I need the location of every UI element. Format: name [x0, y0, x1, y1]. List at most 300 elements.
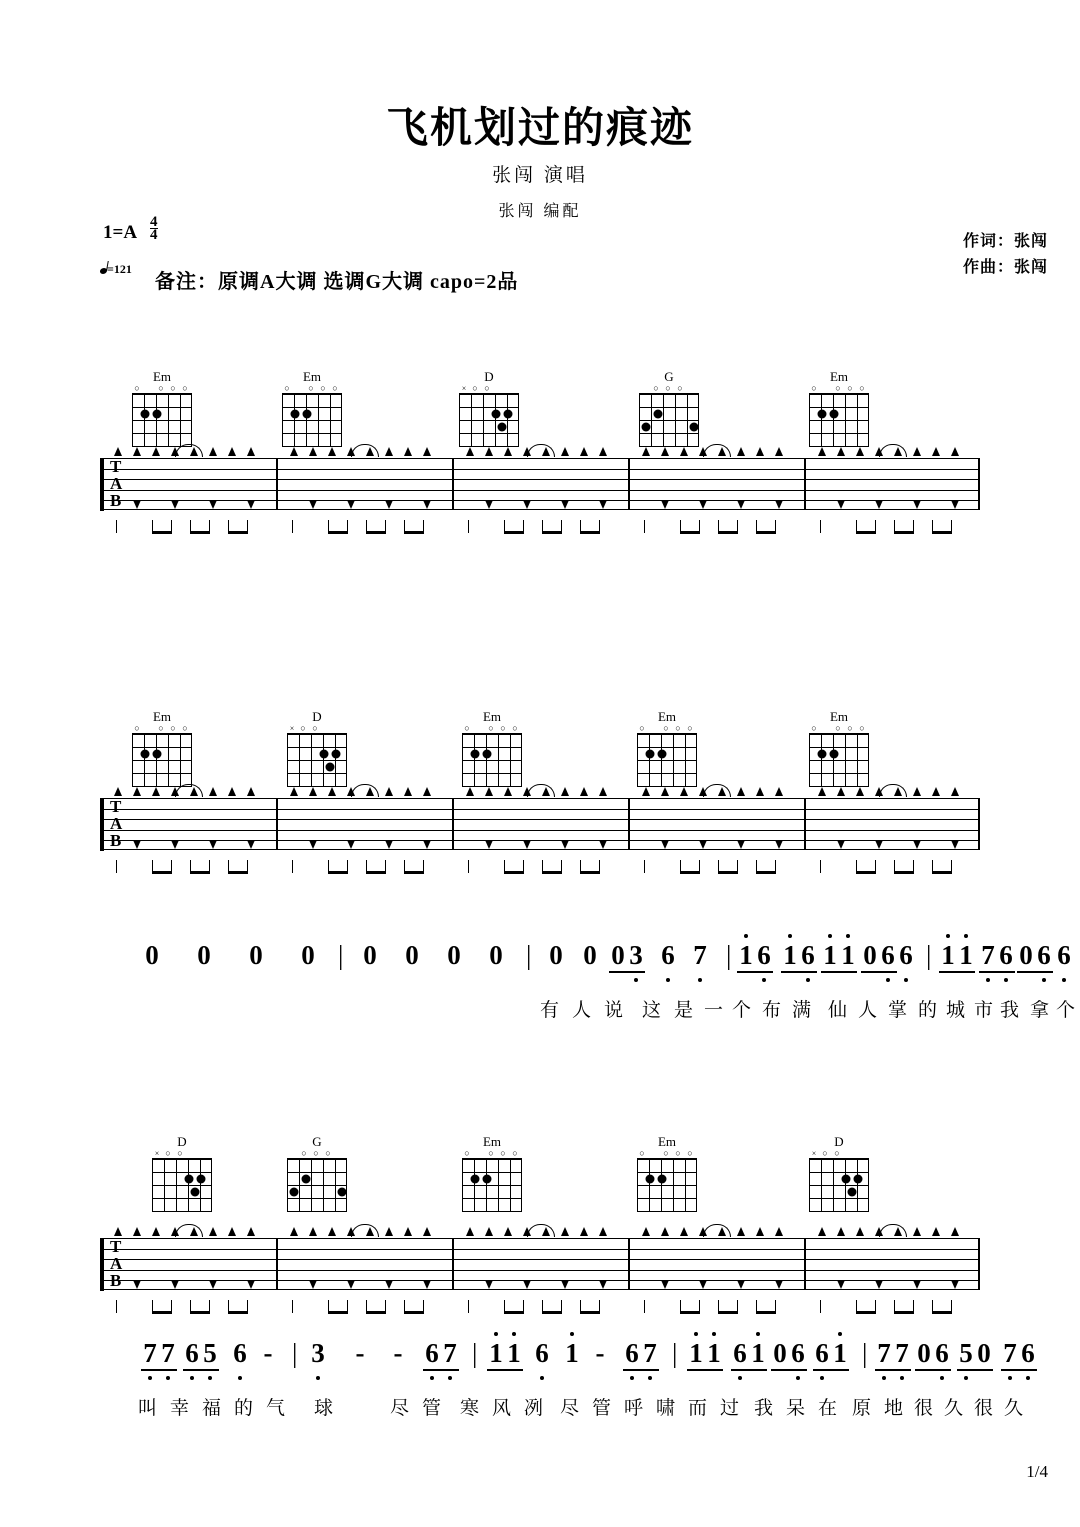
strum-up-arrow [913, 787, 921, 796]
lyric-character: 久 [1003, 1398, 1025, 1419]
chord-diagram-em [805, 710, 873, 787]
strum-up-arrow [661, 1227, 669, 1236]
tempo-marking [100, 262, 132, 277]
lyric-character: 我 [999, 1000, 1021, 1021]
chord-grid [287, 733, 347, 787]
lyric-character: 很 [973, 1398, 995, 1419]
lyric-character: 风 [491, 1398, 513, 1419]
chord-grid [132, 733, 192, 787]
open-string-marks: × ○ ○ [461, 383, 490, 393]
rhythm-beams [100, 1300, 980, 1318]
slur-mark [175, 444, 203, 457]
strum-up-arrow [642, 787, 650, 796]
chord-diagram-d [148, 1135, 216, 1212]
strum-up-arrow [599, 1227, 607, 1236]
strum-down-arrow [247, 1280, 255, 1289]
strum-down-arrow [661, 840, 669, 849]
notation-barline: | [472, 1338, 478, 1368]
time-signature-top: 4 [150, 214, 158, 230]
strum-up-arrow [561, 447, 569, 456]
strum-up-arrow [504, 447, 512, 456]
page-number: 1/4 [1026, 1462, 1048, 1481]
notation-barline: | [338, 940, 344, 970]
chord-grid [282, 393, 342, 447]
melody-number: - [595, 1338, 605, 1368]
open-string-marks: ○ ○ ○ ○ [134, 723, 188, 733]
lyric-character: 尽 [389, 1398, 411, 1419]
strum-up-arrow [423, 1227, 431, 1236]
melody-number: 6 [815, 1338, 829, 1368]
strum-up-arrow [209, 1227, 217, 1236]
page-title: 飞机划过的痕迹 [385, 106, 694, 152]
lyric-character: 这 [641, 1000, 663, 1021]
melody-number: 6 [535, 1338, 549, 1368]
strum-up-arrow [856, 447, 864, 456]
melody-number: 6 [791, 1338, 805, 1368]
lyric-character: 久 [943, 1398, 965, 1419]
strum-up-arrow [837, 1227, 845, 1236]
slur-mark [527, 784, 555, 797]
chord-grid [462, 1158, 522, 1212]
strum-up-arrow [932, 447, 940, 456]
slur-mark [175, 784, 203, 797]
strum-up-arrow [913, 447, 921, 456]
strum-up-arrow [404, 447, 412, 456]
strum-up-arrow [290, 447, 298, 456]
notation-barline: | [526, 940, 532, 970]
slur-mark [879, 784, 907, 797]
strum-up-arrow [152, 787, 160, 796]
lyric-character: 拿 [1029, 1000, 1051, 1021]
chord-diagram-g [635, 370, 703, 447]
chord-diagram-g [283, 1135, 351, 1212]
strum-down-arrow [247, 500, 255, 509]
open-string-marks: ○ ○ ○ ○ [134, 383, 188, 393]
lyric-character: 原 [851, 1398, 873, 1419]
notation-barline: | [292, 1338, 298, 1368]
chord-name: Em [152, 369, 172, 384]
tab-clef: T A B [110, 797, 123, 850]
strum-down-arrow [385, 500, 393, 509]
strum-up-arrow [404, 787, 412, 796]
strum-up-arrow [209, 447, 217, 456]
chord-diagram-em [633, 1135, 701, 1212]
lyric-character: 一 [703, 1000, 725, 1021]
lyric-character: 市 [973, 1000, 995, 1021]
melody-number: 3 [629, 940, 643, 970]
strum-down-arrow [775, 500, 783, 509]
strum-down-arrow [133, 840, 141, 849]
strum-down-arrow [951, 500, 959, 509]
strum-down-arrow [837, 1280, 845, 1289]
strum-down-arrow [347, 1280, 355, 1289]
strum-up-arrow [856, 787, 864, 796]
strum-down-arrow [247, 840, 255, 849]
strum-down-arrow [561, 1280, 569, 1289]
strum-down-arrow [423, 840, 431, 849]
slur-mark [175, 1224, 203, 1237]
lyric-character: 气 [265, 1398, 287, 1419]
melody-number: 6 [801, 940, 815, 970]
lyric-character: 地 [883, 1398, 905, 1419]
melody-number: 1 [959, 940, 973, 970]
strum-down-arrow [423, 1280, 431, 1289]
lyric-character: 很 [913, 1398, 935, 1419]
strum-up-arrow [642, 447, 650, 456]
melody-number: 0 [583, 940, 597, 970]
strum-down-arrow [599, 840, 607, 849]
strum-arrows-down [100, 500, 980, 516]
lyric-character: 叫 [137, 1398, 159, 1419]
strum-down-arrow [561, 840, 569, 849]
strum-down-arrow [309, 1280, 317, 1289]
strum-up-arrow [913, 1227, 921, 1236]
time-signature-bottom: 4 [150, 227, 158, 243]
strum-up-arrow [737, 1227, 745, 1236]
strum-up-arrow [756, 447, 764, 456]
strum-down-arrow [209, 1280, 217, 1289]
strum-up-arrow [580, 447, 588, 456]
melody-number: 1 [833, 1338, 847, 1368]
lyric-character: 啸 [655, 1398, 677, 1419]
chord-grid [287, 1158, 347, 1212]
melody-number: 1 [689, 1338, 703, 1368]
strum-up-arrow [385, 447, 393, 456]
strum-up-arrow [133, 787, 141, 796]
strum-up-arrow [423, 787, 431, 796]
melody-number: 6 [185, 1338, 199, 1368]
chord-grid [637, 733, 697, 787]
strum-down-arrow [837, 840, 845, 849]
strum-down-arrow [737, 840, 745, 849]
melody-number: 7 [877, 1338, 891, 1368]
melody-number: 0 [917, 1338, 931, 1368]
rhythm-beams [100, 520, 980, 538]
strum-down-arrow [171, 1280, 179, 1289]
strum-down-arrow [837, 500, 845, 509]
slur-mark [527, 1224, 555, 1237]
chord-diagram-em [128, 710, 196, 787]
strum-down-arrow [875, 840, 883, 849]
strum-down-arrow [523, 1280, 531, 1289]
strum-up-arrow [775, 1227, 783, 1236]
strum-up-arrow [152, 1227, 160, 1236]
strum-up-arrow [561, 787, 569, 796]
notation-barline: | [672, 1338, 678, 1368]
strum-up-arrow [951, 787, 959, 796]
melody-number: 0 [977, 1338, 991, 1368]
strum-up-arrow [423, 447, 431, 456]
strum-down-arrow [485, 500, 493, 509]
strum-down-arrow [737, 1280, 745, 1289]
strum-down-arrow [737, 500, 745, 509]
lyric-character: 管 [421, 1398, 443, 1419]
strum-up-arrow [466, 1227, 474, 1236]
lyric-character: 福 [201, 1398, 223, 1419]
chord-diagram-em [633, 710, 701, 787]
slur-mark [703, 1224, 731, 1237]
strum-up-arrow [485, 787, 493, 796]
chord-name: D [312, 709, 322, 724]
strum-up-arrow [247, 1227, 255, 1236]
chord-name: Em [302, 369, 322, 384]
strum-down-arrow [133, 500, 141, 509]
lyric-character: 人 [571, 1000, 593, 1021]
lyric-character: 是 [673, 1000, 695, 1021]
melody-number: 0 [773, 1338, 787, 1368]
chord-name: Em [829, 369, 849, 384]
strum-down-arrow [875, 1280, 883, 1289]
strum-down-arrow [913, 500, 921, 509]
strum-up-arrow [309, 787, 317, 796]
strum-down-arrow [423, 500, 431, 509]
chord-grid [809, 1158, 869, 1212]
strum-up-arrow [114, 787, 122, 796]
strum-up-arrow [756, 1227, 764, 1236]
melody-number: 1 [565, 1338, 579, 1368]
strum-up-arrow [756, 787, 764, 796]
open-string-marks: × ○ ○ [289, 723, 318, 733]
open-string-marks: ○ ○ ○ ○ [811, 723, 865, 733]
melody-number: 6 [625, 1338, 639, 1368]
strum-down-arrow [775, 840, 783, 849]
strum-down-arrow [951, 840, 959, 849]
strum-up-arrow [228, 1227, 236, 1236]
chord-name: D [834, 1134, 844, 1149]
chord-grid [637, 1158, 697, 1212]
strum-up-arrow [328, 787, 336, 796]
chord-name: D [177, 1134, 187, 1149]
melody-number: 1 [823, 940, 837, 970]
melody-number: 0 [611, 940, 625, 970]
open-string-marks: ○ ○ ○ ○ [639, 1148, 693, 1158]
strum-down-arrow [485, 1280, 493, 1289]
strum-down-arrow [485, 840, 493, 849]
remark-text: 备注：原调A大调 选调G大调 capo=2品 [155, 271, 519, 293]
lyric-character: 掌 [887, 1000, 909, 1021]
melody-number: 7 [895, 1338, 909, 1368]
melody-number: 6 [233, 1338, 247, 1368]
melody-number: 6 [733, 1338, 747, 1368]
lyric-character: 管 [591, 1398, 613, 1419]
strum-up-arrow [504, 787, 512, 796]
strum-up-arrow [133, 447, 141, 456]
strum-up-arrow [818, 1227, 826, 1236]
chord-diagram-em [278, 370, 346, 447]
lyric-character: 尽 [559, 1398, 581, 1419]
strum-up-arrow [661, 787, 669, 796]
slur-mark [351, 1224, 379, 1237]
melody-number: 0 [489, 940, 503, 970]
melody-number: 7 [443, 1338, 457, 1368]
lyric-character: 在 [817, 1398, 839, 1419]
melody-number: 0 [405, 940, 419, 970]
strum-up-arrow [561, 1227, 569, 1236]
melody-number: 1 [507, 1338, 521, 1368]
strum-down-arrow [951, 1280, 959, 1289]
chord-name: Em [829, 709, 849, 724]
strum-up-arrow [133, 1227, 141, 1236]
melody-number: 1 [739, 940, 753, 970]
melody-number: 0 [447, 940, 461, 970]
tab-clef: T A B [110, 457, 123, 510]
strum-up-arrow [466, 447, 474, 456]
melody-number: 6 [425, 1338, 439, 1368]
open-string-marks: ○ ○ ○ [301, 1148, 331, 1158]
strum-up-arrow [247, 787, 255, 796]
strum-down-arrow [913, 1280, 921, 1289]
melody-number: 0 [301, 940, 315, 970]
strum-down-arrow [171, 840, 179, 849]
slur-mark [703, 784, 731, 797]
chord-grid [809, 733, 869, 787]
strum-up-arrow [114, 1227, 122, 1236]
strum-up-arrow [775, 447, 783, 456]
strum-up-arrow [932, 787, 940, 796]
strum-up-arrow [680, 447, 688, 456]
chord-diagram-em [458, 1135, 526, 1212]
chord-name: G [312, 1134, 322, 1149]
open-string-marks: ○ ○ ○ ○ [464, 1148, 518, 1158]
chord-name: D [484, 369, 494, 384]
chord-grid [809, 393, 869, 447]
lyric-character: 呼 [623, 1398, 645, 1419]
lyric-character: 球 [313, 1398, 335, 1419]
strum-down-arrow [309, 500, 317, 509]
strum-down-arrow [133, 1280, 141, 1289]
strum-up-arrow [385, 1227, 393, 1236]
lyric-character: 个 [1055, 1000, 1077, 1021]
strum-up-arrow [580, 787, 588, 796]
melody-number: 1 [941, 940, 955, 970]
strum-up-arrow [114, 447, 122, 456]
melody-number: 7 [981, 940, 995, 970]
tempo-value: =121 [107, 262, 132, 276]
lyricist-credit: 作词：张闯 [962, 233, 1048, 250]
melody-number: 7 [693, 940, 707, 970]
chord-grid [459, 393, 519, 447]
strum-down-arrow [385, 1280, 393, 1289]
strum-up-arrow [466, 787, 474, 796]
slur-mark [527, 444, 555, 457]
strum-up-arrow [951, 1227, 959, 1236]
strum-up-arrow [485, 447, 493, 456]
melody-number: 6 [757, 940, 771, 970]
time-signature [150, 216, 158, 241]
open-string-marks: ○ ○ ○ ○ [284, 383, 338, 393]
strum-down-arrow [599, 1280, 607, 1289]
strum-up-arrow [290, 1227, 298, 1236]
strum-up-arrow [599, 787, 607, 796]
lyric-character: 城 [945, 1000, 967, 1021]
strum-down-arrow [347, 500, 355, 509]
strum-down-arrow [699, 840, 707, 849]
strum-down-arrow [385, 840, 393, 849]
lyric-character: 我 [753, 1398, 775, 1419]
chord-grid [462, 733, 522, 787]
tab-system-1 [100, 458, 980, 510]
melody-number: 0 [549, 940, 563, 970]
strum-up-arrow [290, 787, 298, 796]
lyric-character: 有 [539, 1000, 561, 1021]
strum-up-arrow [228, 787, 236, 796]
melody-number: 6 [661, 940, 675, 970]
strum-up-arrow [837, 447, 845, 456]
lyric-character: 过 [719, 1398, 741, 1419]
strum-up-arrow [328, 447, 336, 456]
lyric-character: 幸 [169, 1398, 191, 1419]
chord-name: Em [482, 709, 502, 724]
melody-number: 0 [197, 940, 211, 970]
strum-down-arrow [875, 500, 883, 509]
chord-grid [132, 393, 192, 447]
notation-barline: | [926, 940, 932, 970]
strum-down-arrow [913, 840, 921, 849]
melody-number: 7 [161, 1338, 175, 1368]
strum-up-arrow [328, 1227, 336, 1236]
chord-name: Em [152, 709, 172, 724]
lyric-character: 布 [761, 1000, 783, 1021]
strum-down-arrow [309, 840, 317, 849]
melody-number: 5 [203, 1338, 217, 1368]
slur-mark [351, 784, 379, 797]
strum-up-arrow [309, 1227, 317, 1236]
melody-number: - [263, 1338, 273, 1368]
chord-name: Em [657, 709, 677, 724]
strum-up-arrow [599, 447, 607, 456]
melody-numbers-row-1 [0, 940, 1080, 974]
strum-up-arrow [837, 787, 845, 796]
melody-number: 3 [311, 1338, 325, 1368]
strum-up-arrow [247, 447, 255, 456]
melody-number: 1 [707, 1338, 721, 1368]
singer-credit: 张闯 演唱 [492, 165, 588, 186]
lyric-character: 个 [731, 1000, 753, 1021]
strum-up-arrow [642, 1227, 650, 1236]
notation-barline: | [726, 940, 732, 970]
lyric-character: 寒 [459, 1398, 481, 1419]
melody-number: 0 [145, 940, 159, 970]
strum-up-arrow [385, 787, 393, 796]
melody-number: 1 [489, 1338, 503, 1368]
chord-diagram-em [805, 370, 873, 447]
composer-credit: 作曲：张闯 [962, 259, 1048, 276]
chord-diagram-d [283, 710, 351, 787]
notation-barline: | [862, 1338, 868, 1368]
melody-number: 7 [1003, 1338, 1017, 1368]
melody-number: - [393, 1338, 403, 1368]
lyric-character: 仙 [827, 1000, 849, 1021]
strum-up-arrow [737, 787, 745, 796]
melody-number: 0 [249, 940, 263, 970]
strum-down-arrow [561, 500, 569, 509]
open-string-marks: × ○ ○ [811, 1148, 840, 1158]
strum-down-arrow [775, 1280, 783, 1289]
lyric-character: 说 [603, 1000, 625, 1021]
strum-up-arrow [152, 447, 160, 456]
melody-number: 7 [143, 1338, 157, 1368]
strum-up-arrow [856, 1227, 864, 1236]
chord-diagram-em [128, 370, 196, 447]
strum-up-arrow [951, 447, 959, 456]
strum-down-arrow [209, 840, 217, 849]
lyric-character: 的 [917, 1000, 939, 1021]
chord-diagram-em [458, 710, 526, 787]
strum-down-arrow [523, 500, 531, 509]
open-string-marks: ○ ○ ○ ○ [811, 383, 865, 393]
tab-system-3 [100, 1238, 980, 1290]
slur-mark [351, 444, 379, 457]
